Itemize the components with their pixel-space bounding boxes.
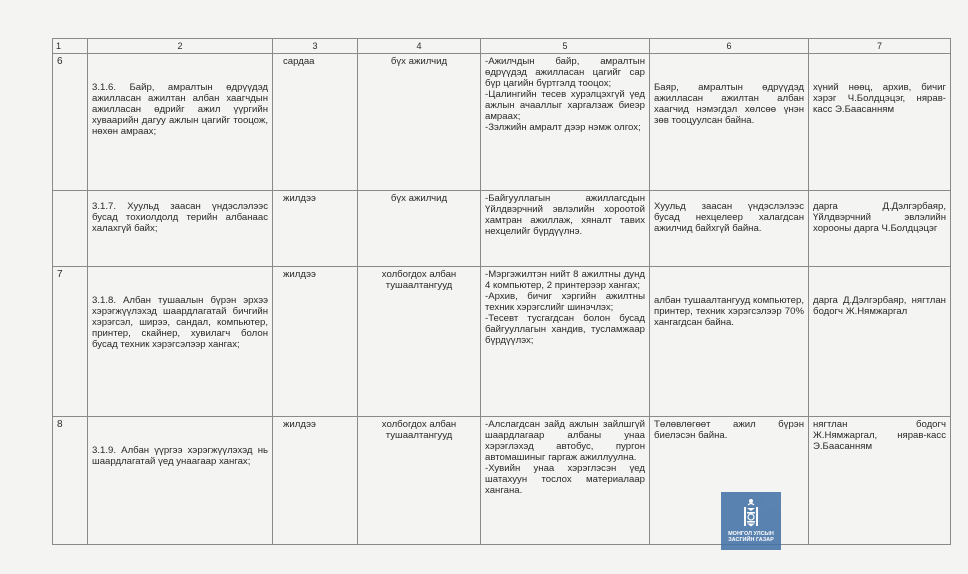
measures-cell	[481, 54, 650, 191]
row-number: 7	[53, 267, 88, 417]
emblem-line: ЗАСГИЙН ГАЗАР	[728, 537, 774, 543]
result-cell: Баяр, амралтын өдрүүдэд ажилласан ажилтан албан хаагчид нэмэгдэл хөлсөө үнэн зөв тооцуулсан байна.	[650, 54, 809, 191]
measures-cell	[481, 267, 650, 417]
scope-cell: бүх ажилчид	[358, 54, 481, 191]
task-cell: 3.1.9. Албан үүргээ хэрэгжүүлэхэд нь шаардлагатай үед унаагаар хангах;	[88, 417, 273, 545]
period-cell: сардаа	[273, 54, 358, 191]
measure-item: -Цалингийн тесев хурэлцэхгүй үед ажлын ачааллыг харгалзаж биеэр амраах;	[485, 89, 645, 122]
emblem-line: МОНГОЛ УЛСЫН	[728, 531, 774, 537]
table-row	[53, 267, 951, 417]
result-cell: Хуульд заасан үндэслэлээс бусад нехцелеер халагдсан ажилчид байхгүй байна.	[650, 191, 809, 267]
responsible-cell: дарга Д.Дэлгэрбаяр, нягтлан бодогч Ж.Нямжаргал	[809, 267, 951, 417]
task-cell: 3.1.6. Байр, амралтын өдрүүдэд ажилласан ажилтан албан хаагчдын ажилласан өдрийг ажил үүргийн хуваарийн дагуу ажлын цагийг тооцож, нөхөн амраах;	[88, 54, 273, 191]
table-row	[53, 191, 951, 267]
soyombo-icon	[743, 498, 759, 528]
result-cell: Төлөвлөгөөт ажил бүрэн биелэсэн байна.	[650, 417, 809, 545]
row-number: 8	[53, 417, 88, 545]
result-cell: албан тушаалтангууд компьютер, принтер, техник хэрэгсэлээр 70% хангагдсан байна.	[650, 267, 809, 417]
header-cell: 7	[809, 39, 951, 54]
task-cell: 3.1.7. Хуульд заасан үндэслэлээс бусад тохиолдолд терийн албанаас халахгүй байх;	[88, 191, 273, 267]
header-cell: 5	[481, 39, 650, 54]
row-number: 6	[53, 54, 88, 191]
header-cell: 6	[650, 39, 809, 54]
measure-item: -Тесевт тусгагдсан болон бусад байгууллагын хандив, тусламжаар бүрдүүлэх;	[485, 313, 645, 346]
measure-item: -Мэргэжилтэн нийт 8 ажилтны дунд 4 компьютер, 2 принтерээр хангах;	[485, 269, 645, 291]
measure-item: -Алслагдсан зайд ажлын зайлшгүй шаардлагаар албаны унаа хэрэглэхэд автобус, пургон автомашиныг гаргаж ажиллуулна.	[485, 419, 645, 463]
measure-item: -Архив, бичиг хэргийн ажилтны техник хэрэгслийг шинэчлэх;	[485, 291, 645, 313]
government-emblem	[721, 492, 781, 550]
period-cell: жилдээ	[273, 417, 358, 545]
task-cell: 3.1.8. Албан тушаалын бүрэн эрхээ хэрэгжүүлэхэд шаардлагатай бичгийн хэрэгсэл, ширээ, сандал, компьютер, принтер, скайнер, хувилагч болон бусад техник хэрэгсэлээр хангах;	[88, 267, 273, 417]
table-header-row	[53, 39, 951, 54]
responsible-cell: хүний нөөц, архив, бичиг хэрэг Ч.Болдцэцэг, нярав-касс Э.Баасанням	[809, 54, 951, 191]
header-cell: 3	[273, 39, 358, 54]
measure-item: -Хувийн унаа хэрэглэсэн үед шатахуун тослох материалаар хангана.	[485, 463, 645, 496]
period-cell: жилдээ	[273, 191, 358, 267]
scope-cell: холбогдох албан тушаалтангууд	[358, 267, 481, 417]
measure-item: -Зэлжийн амралт дээр нэмж олгох;	[485, 122, 641, 133]
measures-cell	[481, 417, 650, 545]
document-page	[52, 38, 950, 545]
responsible-cell: дарга Д.Дэлгэрбаяр, Үйлдвэрчний эвлэлийн хорооны дарга Ч.Болдцэцэг	[809, 191, 951, 267]
table-row	[53, 54, 951, 191]
row-number	[53, 191, 88, 267]
plan-table	[52, 38, 951, 545]
period-cell: жилдээ	[273, 267, 358, 417]
scope-cell: бүх ажилчид	[358, 191, 481, 267]
responsible-cell: нягтлан бодогч Ж.Нямжаргал, нярав-касс Э.Баасанням	[809, 417, 951, 545]
header-cell: 2	[88, 39, 273, 54]
table-row	[53, 417, 951, 545]
measure-item: -Байгууллагын ажиллагсдын Үйлдвэрчний эвлэлийн хороотой хамтран ажиллаж, хяналт тавих нехцелийг бүрдүүлнэ.	[485, 193, 645, 237]
scope-cell: холбогдох албан тушаалтангууд	[358, 417, 481, 545]
header-cell: 4	[358, 39, 481, 54]
measure-item: -Ажилчдын байр, амралтын өдрүүдэд ажилласан цагийг сар бүр цагийн бүртгэлд тооцох;	[485, 56, 645, 89]
header-cell: 1	[53, 39, 88, 54]
measures-cell	[481, 191, 650, 267]
